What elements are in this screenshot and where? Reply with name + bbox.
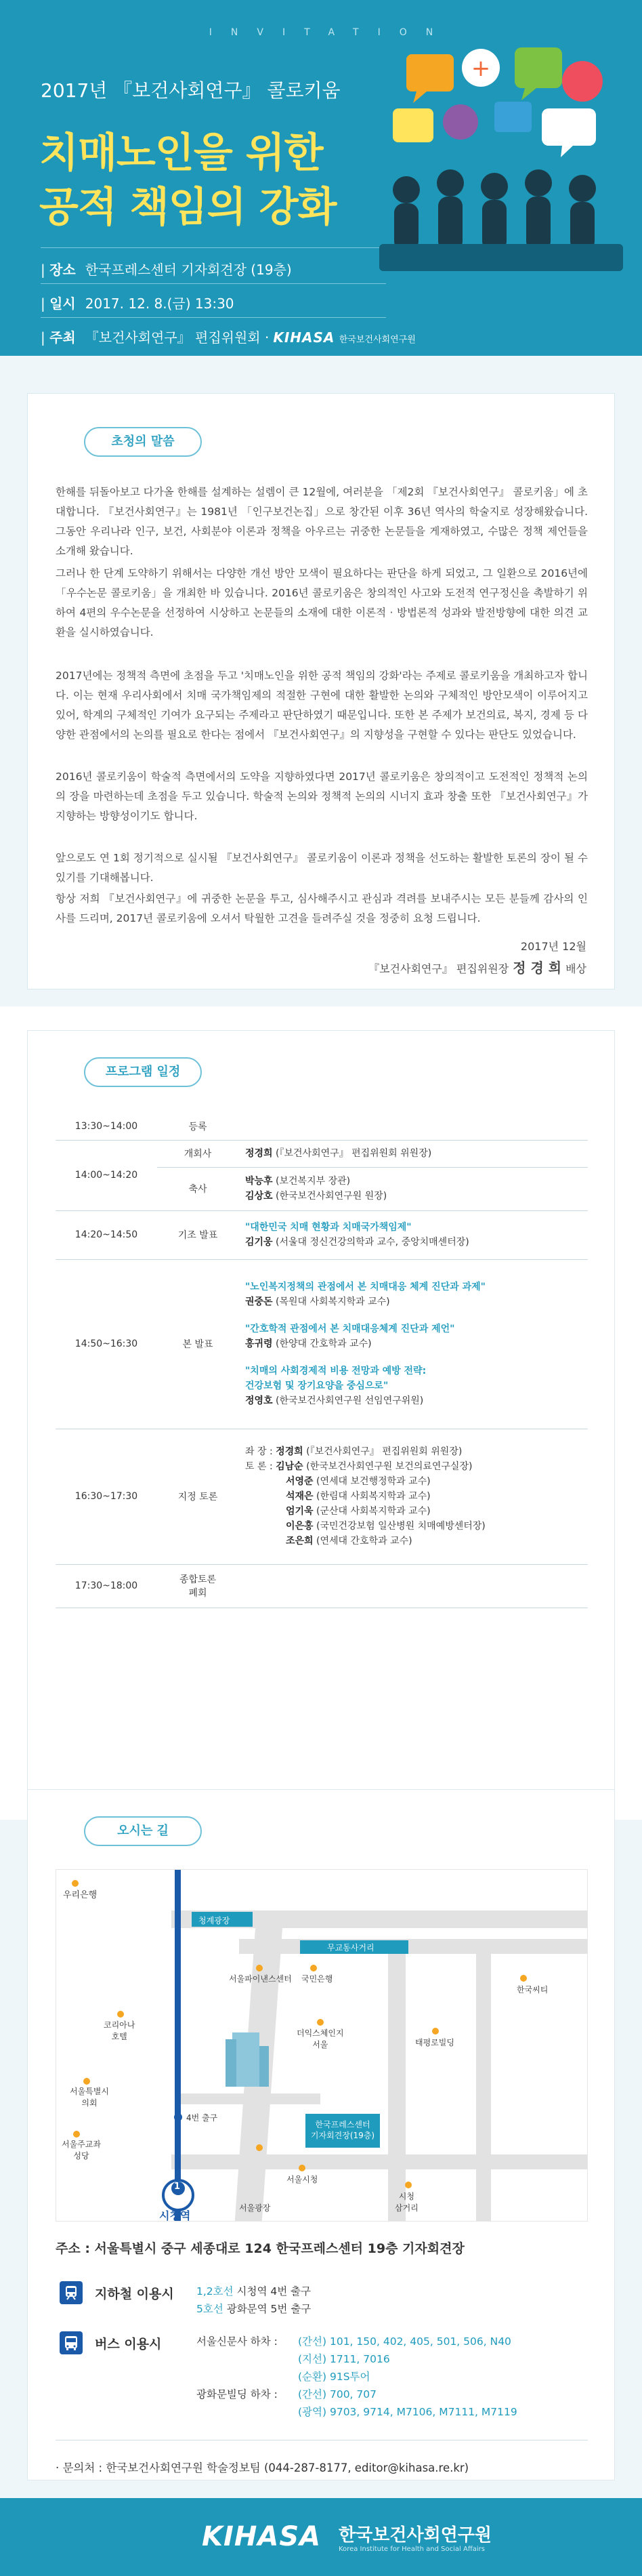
subway-icon: [60, 2281, 83, 2304]
subway-exit-1: 시청역 4번 출구: [233, 2285, 312, 2297]
detail-cell: [238, 1113, 588, 1140]
person-desc: (보건복지부 장관): [276, 1176, 351, 1187]
map-label: 국민은행: [301, 1974, 333, 1984]
hero-date: | 일시 2017. 12. 8.(금) 13:30: [41, 295, 234, 312]
panel-label: 토 론 :: [245, 1461, 273, 1472]
detail-cell: [238, 1210, 588, 1259]
footer-logo: KIHASA: [202, 2521, 322, 2552]
greeting-paragraph-6: 항상 저희 『보건사회연구』에 귀중한 논문을 투고, 심사해주시고 관심과 격려를 보내주시는 모든 분들께 감사의 인사를 드리며, 2017년 콜로키움에 오셔서 탁월한 고견을 들려주실 것을 정중히 요청 드립니다.: [56, 893, 588, 924]
talk-title: "치매의 사회경제적 비용 전망과 예방 전략: 건강보험 및 장기요양을 중심으로": [245, 1366, 427, 1391]
host-value: 『보건사회연구』 편집위원회 ·: [85, 329, 270, 346]
person-name: 엄기욱: [286, 1506, 314, 1517]
person-name: 정경희: [276, 1446, 303, 1457]
divider: [41, 317, 386, 318]
bus-stop-2: 광화문빌딩 하차 :: [196, 2388, 278, 2400]
place-label: 장소: [49, 262, 76, 278]
detail-cell: [238, 1140, 588, 1167]
category-cell: 개회사: [157, 1140, 238, 1167]
person-name: 김상호: [245, 1191, 273, 1202]
kihasa-logo-small: KIHASA: [273, 329, 335, 346]
map-label: 시청 삼거리: [395, 2192, 419, 2213]
person-desc: (한림대 사회복지학과 교수): [316, 1491, 431, 1502]
signature: [368, 957, 586, 977]
host-label: 주최: [49, 329, 76, 346]
person-desc: (한양대 간호학과 교수): [276, 1338, 372, 1349]
hero-title-line1: 치매노인을 위한: [39, 129, 323, 177]
bus-lines-2: [298, 2386, 517, 2421]
sign-suffix: 배상: [565, 962, 586, 975]
detail-cell: [238, 1564, 588, 1608]
bus-stop-1: 서울신문사 하차 :: [196, 2335, 278, 2348]
map-label: 코리아나 호텔: [104, 2020, 135, 2041]
talk-title: "노인복지정책의 관점에서 본 치매대응 체계 진단과 과제": [245, 1282, 486, 1292]
place-value: 한국프레스센터 기자회견장 (19층): [85, 262, 292, 278]
person-desc: (군산대 사회복지학과 교수): [316, 1506, 431, 1517]
hero-title-line2: 공적 책임의 강화: [39, 184, 337, 231]
greeting-paragraph-4: 2016년 콜로키움이 학술적 측면에서의 도약을 지향하였다면 2017년 콜로키움은 창의적이고 도전적인 정책적 논의의 장을 마련하는데 초점을 두고 있습니다. 학술적 논의와 정책적 논의의 시너지 효과 창출 또한 『보건사회연구』가 지향하는 방향성이기도 합니다.: [56, 771, 588, 822]
person-name: 석재은: [286, 1491, 314, 1502]
person-name: 김기웅: [245, 1237, 273, 1248]
subway-line-1: 1,2호선: [196, 2285, 234, 2297]
table-row: [56, 1140, 588, 1167]
person-name: 정영호: [245, 1395, 273, 1406]
detail-cell: [238, 1167, 588, 1210]
person-desc: (서울대 정신건강의학과 교수, 중앙치매센터장): [276, 1237, 469, 1248]
detail-cell: [238, 1259, 588, 1429]
category-cell: 기조 발표: [157, 1210, 238, 1259]
location-map[interactable]: [56, 1869, 588, 2222]
footer: [0, 2498, 642, 2576]
person-name: 서영준: [286, 1476, 314, 1487]
address: 주소 : 서울특별시 중구 세종대로 124 한국프레스센터 19층 기자회견장: [56, 2241, 465, 2256]
talk-title: "대한민국 치매 현황과 치매국가책임제": [245, 1222, 412, 1233]
person-name: 이은홍: [286, 1521, 314, 1532]
chair-label: 좌 장 :: [245, 1446, 273, 1457]
sign-role: 『보건사회연구』 편집위원장: [368, 962, 509, 975]
svg-text:+: +: [471, 55, 491, 82]
greeting-paragraph-3: 2017년에는 정책적 측면에 초점을 두고 '치매노인을 위한 공적 책임의 강화'라는 주제로 콜로키움을 개최하고자 합니다. 이는 현재 우리사회에서 치매 국가책임제의 적절한 구현에 대한 활발한 논의와 구체적인 방안모색이 이루어지고 있어, 학계의 구체적인 기여가 요구되는 주제라고 판단하였기 때문입니다. 또한 본 주제가 보건의료, 복지, 경제 등 다양한 관점에서의 논의를 필요로 한다는 점에서 『보건사회연구』의 지향성을 구현할 수 있다는 판단도 있었습니다.: [56, 670, 588, 741]
person-name: 정경희: [245, 1148, 273, 1159]
talk-title: "간호학적 관점에서 본 치매대응체계 진단과 제언": [245, 1324, 455, 1334]
person-desc: (한국보건사회연구원 원장): [276, 1191, 387, 1202]
station-number: 1: [174, 2182, 181, 2192]
person-name: 홍귀령: [245, 1338, 273, 1349]
map-label: 서울주교좌 성당: [62, 2140, 101, 2161]
date-value: 2017. 12. 8.(금) 13:30: [85, 295, 234, 312]
table-row: [56, 1210, 588, 1259]
divider: [41, 247, 386, 248]
category-cell: 본 발표: [157, 1259, 238, 1429]
person-desc: (목원대 사회복지학과 교수): [276, 1296, 390, 1307]
map-label: 한국씨티: [517, 1985, 549, 1995]
people-meeting-illustration: [379, 41, 623, 298]
hero-host: | 주최 『보건사회연구』 편집위원회 · KIHASA 한국보건사회연구원: [41, 329, 416, 346]
map-label: 서울파이낸스센터: [229, 1974, 292, 1984]
person-desc: (『보건사회연구』 편집위원회 위원장): [306, 1446, 463, 1457]
person-desc: (국민건강보험 일산병원 치매예방센터장): [316, 1521, 486, 1532]
bus-line: (간선) 101, 150, 402, 405, 501, 506, N40: [298, 2335, 511, 2348]
exit-label: 4번 출구: [186, 2113, 218, 2123]
subway-line-2: 5호선: [196, 2303, 223, 2315]
category-cell: 지정 토론: [157, 1429, 238, 1564]
contact-info: · 문의처 : 한국보건사회연구원 학술정보팀 (044-287-8177, editor@kihasa.re.kr): [56, 2461, 469, 2474]
time-cell: 14:00~14:20: [56, 1140, 157, 1210]
bus-line: (간선) 700, 707: [298, 2388, 377, 2400]
map-label: 서울특별시 의회: [70, 2087, 109, 2108]
hero-place: | 장소 한국프레스센터 기자회견장 (19층): [41, 262, 292, 278]
subway-info: [196, 2283, 311, 2318]
footer-logo-kr: 한국보건사회연구원: [339, 2525, 492, 2546]
program-title: 프로그램 일정: [84, 1057, 202, 1087]
map-label: 청계광장: [198, 1916, 230, 1925]
map-label: 서울시청: [286, 2175, 318, 2184]
category-cell: 축사: [157, 1167, 238, 1210]
bus-lines-1: [298, 2333, 511, 2386]
bus-label: 버스 이용시: [95, 2337, 162, 2352]
hero-subtitle: 2017년 『보건사회연구』 콜로키움: [41, 79, 341, 102]
directions-title: 오시는 길: [84, 1816, 202, 1846]
person-name: 박능후: [245, 1176, 273, 1187]
invitation-label: INVITATION: [209, 27, 452, 38]
greeting-paragraph-2: 그러나 한 단계 도약하기 위해서는 다양한 개선 방안 모색이 필요하다는 판단을 하게 되었고, 그 일환으로 2016년에 「우수논문 콜로키움」을 개최한 바 있습니다. 2016년 콜로키움은 창의적인 사고와 도전적 연구정신을 촉발하기 위하여 4편의 우수논문을 선정하여 시상하고 논문들의 소재에 대한 이론적 · 방법론적 성과와 발전방향에 대한 의견 교환을 실시하였습니다.: [56, 567, 588, 638]
person-desc: (한국보건사회연구원 보건의료연구실장): [306, 1461, 473, 1472]
bus-line: (지선) 1711, 7016: [298, 2353, 390, 2365]
person-name: 조은희: [286, 1536, 314, 1547]
divider: [41, 283, 386, 284]
greeting-paragraph-1: 한해를 뒤돌아보고 다가올 한해를 설계하는 설렘이 큰 12월에, 여러분을 「제2회 『보건사회연구』 콜로키움」에 초대합니다. 『보건사회연구』는 1981년 「인구보건논집」으로 창간된 이후 36년 역사의 학술지로 성장해왔습니다. 그동안 우리나라 인구, 보건, 사회분야 이론과 정책을 아우르는 귀중한 논문들을 게재하였고, 수많은 정책 제언들을 소개해 왔습니다.: [56, 486, 588, 557]
greeting-paragraph-5: 앞으로도 연 1회 정기적으로 실시될 『보건사회연구』 콜로키움이 이론과 정책을 선도하는 활발한 토론의 장이 될 수 있기를 기대해봅니다.: [56, 852, 588, 884]
station-name: 시청역: [159, 2209, 191, 2222]
sign-name: 정 경 희: [513, 960, 562, 976]
program-table: [56, 1113, 588, 1608]
time-cell: 13:30~14:00: [56, 1113, 157, 1140]
press-center-marker: 한국프레스센터 기자회견장(19층): [305, 2114, 380, 2148]
date-label: 일시: [49, 295, 76, 312]
map-label: 서울광장: [239, 2203, 271, 2213]
time-cell: 14:50~16:30: [56, 1259, 157, 1429]
detail-cell: [238, 1429, 588, 1564]
time-cell: 17:30~18:00: [56, 1564, 157, 1608]
footer-logo-en: Korea Institute for Health and Social Affairs: [339, 2546, 485, 2553]
map-label: 무교동사거리: [327, 1943, 374, 1953]
person-desc: (『보건사회연구』 편집위원회 위원장): [276, 1148, 432, 1159]
time-cell: 14:20~14:50: [56, 1210, 157, 1259]
subway-exit-2: 광화문역 5번 출구: [223, 2303, 312, 2315]
table-row: [56, 1564, 588, 1608]
person-desc: (연세대 보건행정학과 교수): [316, 1476, 431, 1487]
category-cell: 등록: [157, 1113, 238, 1140]
table-row: [56, 1429, 588, 1564]
table-row: [56, 1259, 588, 1429]
map-label: 우리은행: [63, 1890, 98, 1900]
hero-banner: [0, 0, 642, 356]
map-label: 더익스체인지 서울: [297, 2028, 344, 2049]
category-cell: 종합토론 폐회: [157, 1564, 238, 1608]
sign-date: 2017년 12월: [520, 940, 586, 953]
subway-label: 지하철 이용시: [95, 2287, 174, 2302]
time-cell: 16:30~17:30: [56, 1429, 157, 1564]
table-row: [56, 1113, 588, 1140]
person-desc: (연세대 간호학과 교수): [316, 1536, 412, 1547]
kihasa-logo-small-kr: 한국보건사회연구원: [339, 335, 416, 345]
greeting-title: 초청의 말씀: [84, 427, 202, 457]
map-label: 태평로빌딩: [415, 2038, 454, 2047]
bus-line: (순환) 91S투어: [298, 2371, 370, 2383]
bus-line: (광역) 9703, 9714, M7106, M7111, M7119: [298, 2406, 517, 2418]
bus-icon: [60, 2331, 83, 2354]
person-desc: (한국보건사회연구원 선임연구위원): [276, 1395, 424, 1406]
person-name: 김남순: [276, 1461, 303, 1472]
person-name: 권중돈: [245, 1296, 273, 1307]
